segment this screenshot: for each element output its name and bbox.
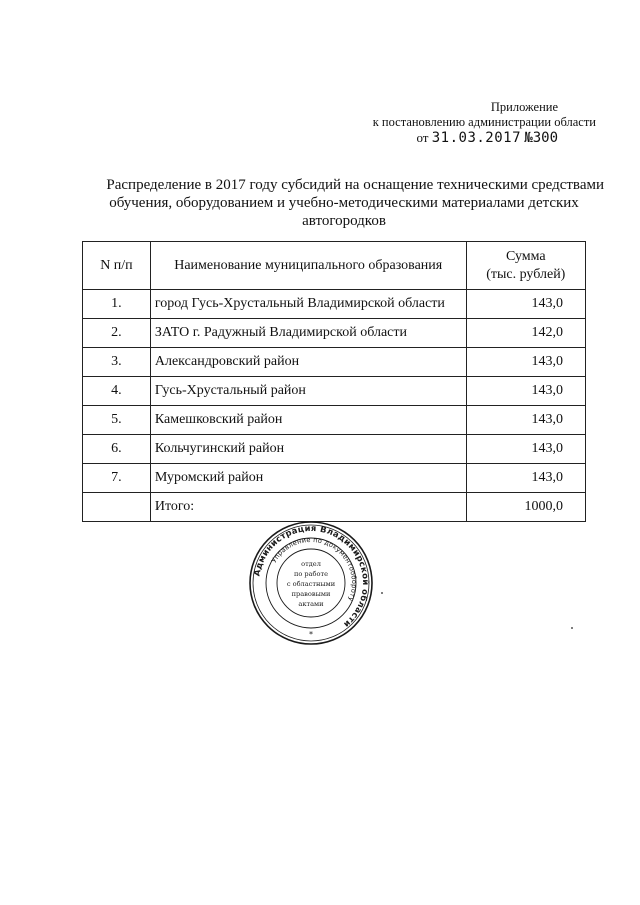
- row-number: 5.: [83, 406, 151, 435]
- table-row: [83, 435, 586, 464]
- row-number: 3.: [83, 348, 151, 377]
- resolution-date: 31.03.2017: [431, 130, 522, 146]
- row-number: 2.: [83, 319, 151, 348]
- date-prefix: от: [416, 130, 429, 145]
- header-sum-line-1: Сумма: [505, 248, 546, 264]
- table-row: [83, 377, 586, 406]
- row-municipality: Кольчугинский район: [150, 435, 466, 464]
- subsidy-table: [82, 241, 586, 522]
- appendix-date-line: [296, 130, 558, 146]
- row-number: 7.: [83, 464, 151, 493]
- row-municipality: Александровский район: [150, 348, 466, 377]
- document-title: [84, 176, 604, 230]
- row-sum: 143,0: [466, 435, 585, 464]
- table-row: [83, 464, 586, 493]
- table-row: [83, 348, 586, 377]
- stamp-center-line-4: правовыми: [291, 590, 331, 598]
- scan-speck: [571, 627, 573, 629]
- row-sum: 142,0: [466, 319, 585, 348]
- appendix-header: [296, 100, 596, 146]
- row-municipality: Камешковский район: [150, 406, 466, 435]
- total-row: [83, 493, 586, 522]
- row-municipality: ЗАТО г. Радужный Владимирской области: [150, 319, 466, 348]
- row-municipality: Гусь-Хрустальный район: [150, 377, 466, 406]
- row-number: 4.: [83, 377, 151, 406]
- stamp-center-line-2: по работе: [293, 570, 329, 578]
- stamp-middle-text: Управление по документообороту: [269, 535, 359, 603]
- row-number: 6.: [83, 435, 151, 464]
- total-label: Итого:: [150, 493, 466, 522]
- row-sum: 143,0: [466, 290, 585, 319]
- resolution-number: №300: [524, 130, 558, 146]
- appendix-label: Приложение: [490, 100, 558, 114]
- total-sum: 1000,0: [466, 493, 585, 522]
- header-sum-line-2: (тыс. рублей): [486, 266, 566, 282]
- header-municipality: Наименование муниципального образования: [150, 242, 466, 290]
- row-municipality: город Гусь-Хрустальный Владимирской области: [150, 290, 466, 319]
- row-sum: 143,0: [466, 406, 585, 435]
- official-stamp: [248, 520, 374, 646]
- scan-speck: [381, 592, 383, 594]
- row-sum: 143,0: [466, 464, 585, 493]
- table-row: [83, 319, 586, 348]
- table-row: [83, 290, 586, 319]
- table-row: [83, 406, 586, 435]
- header-sum: [466, 242, 585, 290]
- stamp-center-line-1: отдел: [301, 560, 321, 568]
- total-number: [83, 493, 151, 522]
- title-line-1: Распределение в 2017 году субсидий на оснащение техническими средствами: [106, 177, 604, 193]
- table-header-row: [83, 242, 586, 290]
- appendix-reference: к постановлению администрации области: [372, 115, 596, 129]
- stamp-center-line-3: с областными: [286, 580, 336, 588]
- row-sum: 143,0: [466, 348, 585, 377]
- header-number: N п/п: [83, 242, 151, 290]
- stamp-center-line-5: актами: [298, 600, 324, 608]
- row-number: 1.: [83, 290, 151, 319]
- row-municipality: Муромский район: [150, 464, 466, 493]
- title-line-2: обучения, оборудованием и учебно-методическими материалами детских: [109, 195, 579, 211]
- stamp-star-icon: *: [309, 630, 313, 639]
- title-line-3: автогородков: [302, 213, 386, 229]
- stamp-outer-text: Администрация Владимирской области: [251, 522, 372, 630]
- row-sum: 143,0: [466, 377, 585, 406]
